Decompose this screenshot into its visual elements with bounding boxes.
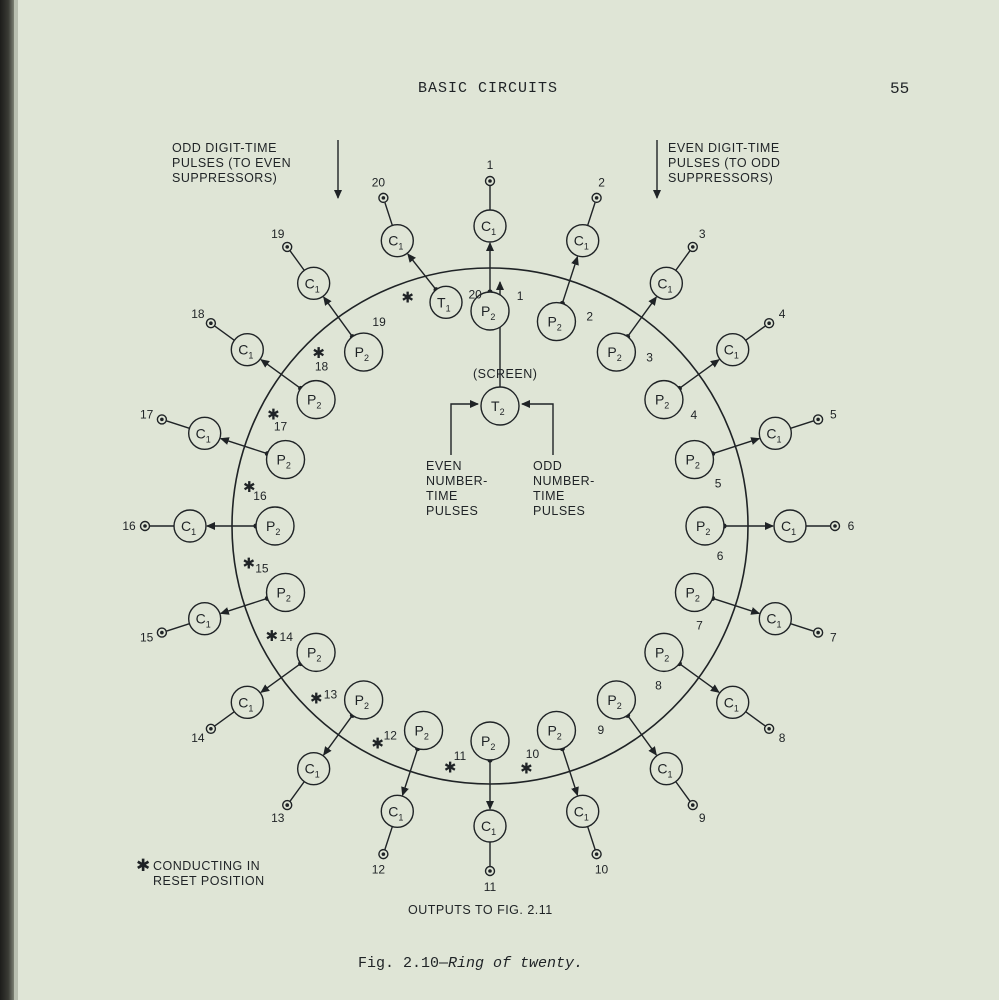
- output-number-7: 7: [829, 630, 837, 645]
- output-terminal-9-dot: [691, 803, 695, 807]
- caption-title: Ring of twenty.: [448, 955, 584, 972]
- stage-node-18-label-main: P: [307, 391, 317, 408]
- stage-2: [537, 176, 605, 341]
- odd-number-line-2: NUMBER-: [533, 474, 595, 488]
- stage-number-17: 17: [273, 419, 288, 434]
- output-14-lead: [215, 712, 234, 726]
- odd-pulses-line-1: ODD DIGIT-TIME: [172, 141, 277, 155]
- stage-number-12: 12: [383, 728, 397, 743]
- stage-20: [372, 176, 482, 319]
- output-node-13-label-sub: 1: [314, 769, 320, 780]
- output-node-5-label-sub: 1: [776, 434, 782, 445]
- stage-4-arrow: [679, 360, 719, 389]
- output-number-5: 5: [829, 407, 837, 422]
- stage-node-20-label-sub: 1: [445, 303, 451, 314]
- output-node-19-label-sub: 1: [314, 284, 320, 295]
- output-terminal-18-dot: [209, 321, 213, 325]
- output-number-4: 4: [778, 306, 786, 321]
- page-number: 55: [890, 80, 910, 98]
- output-number-15: 15: [139, 630, 154, 645]
- stage-1: [471, 158, 524, 330]
- output-10-lead: [588, 827, 595, 850]
- stage-node-5-label-main: P: [685, 451, 695, 468]
- stage-10: [526, 711, 609, 876]
- stage-8-arrow: [679, 664, 719, 693]
- output-19-lead: [290, 251, 304, 270]
- stage-20-arrow: [408, 254, 436, 290]
- legend-text: [153, 859, 265, 888]
- output-node-12-label-sub: 1: [398, 812, 404, 823]
- stage-number-20: 20: [468, 287, 482, 302]
- odd-number-line-3: TIME: [533, 489, 565, 503]
- stage-node-19-label-main: P: [354, 344, 364, 361]
- stage-node-8-label-main: P: [654, 644, 665, 661]
- stage-node-20-label-main: T: [437, 294, 446, 311]
- output-node-16-label-main: C: [181, 518, 192, 534]
- conducting-asterisk-icon: ✱: [136, 856, 151, 875]
- even-number-line-2: NUMBER-: [426, 474, 488, 488]
- stage-node-3-label-main: P: [607, 344, 617, 361]
- output-terminal-7-dot: [816, 631, 820, 635]
- output-number-13: 13: [271, 811, 285, 826]
- stage-node-19-label-sub: 2: [363, 353, 369, 364]
- conducting-asterisk-icon: ✱: [265, 628, 279, 646]
- stage-node-11-label-main: P: [481, 733, 491, 749]
- stage-number-16: 16: [253, 488, 267, 503]
- output-node-13-label-main: C: [304, 760, 315, 777]
- output-node-4-label-sub: 1: [733, 350, 739, 361]
- output-node-15-label-sub: 1: [205, 619, 211, 630]
- stage-node-8-label-sub: 2: [664, 653, 670, 664]
- stage-node-15-label-main: P: [276, 584, 286, 601]
- conducting-asterisk-icon: ✱: [371, 735, 384, 753]
- stage-10-arrow: [562, 749, 577, 796]
- legend-line-2: RESET POSITION: [153, 874, 265, 888]
- odd-pulses-line-2: PULSES (TO EVEN: [172, 156, 292, 170]
- output-node-3-label-main: C: [657, 275, 668, 292]
- stage-node-17-label-main: P: [276, 451, 286, 468]
- output-number-17: 17: [139, 407, 154, 422]
- output-node-14-label-sub: 1: [248, 703, 254, 714]
- center-t2-node: [481, 387, 519, 425]
- output-node-6-label-main: C: [781, 518, 792, 534]
- output-number-12: 12: [371, 862, 386, 877]
- screen-label: (SCREEN): [473, 367, 538, 381]
- output-number-3: 3: [698, 226, 706, 241]
- output-terminal-6-dot: [833, 524, 837, 528]
- conducting-asterisk-icon: ✱: [312, 345, 325, 363]
- stage-5-arrow: [713, 439, 760, 454]
- output-terminal-4-dot: [767, 321, 771, 325]
- conducting-asterisk-icon: ✱: [309, 690, 323, 708]
- stage-number-14: 14: [279, 629, 293, 644]
- output-node-20-label-sub: 1: [398, 241, 404, 252]
- output-8-lead: [746, 712, 765, 726]
- output-number-14: 14: [191, 731, 205, 746]
- output-node-17-label-sub: 1: [205, 434, 211, 445]
- odd-pulses-line-3: SUPPRESSORS): [172, 171, 278, 185]
- stage-node-16-label-sub: 2: [275, 527, 281, 537]
- output-15-lead: [167, 624, 190, 631]
- output-number-10: 10: [594, 862, 609, 877]
- stage-node-1-label-sub: 2: [490, 312, 496, 322]
- stage-node-17-label-sub: 2: [285, 460, 291, 471]
- stage-3-arrow: [628, 297, 657, 337]
- stage-number-8: 8: [655, 678, 662, 693]
- stage-node-2-label-sub: 2: [556, 322, 562, 333]
- output-number-2: 2: [598, 175, 605, 190]
- output-number-11: 11: [483, 880, 497, 894]
- stage-14-arrow: [261, 664, 301, 693]
- output-node-1-label-sub: 1: [491, 227, 497, 237]
- output-terminal-2-dot: [595, 196, 599, 200]
- stage-number-9: 9: [597, 722, 605, 737]
- stage-node-20: [430, 286, 462, 318]
- output-node-3-label-sub: 1: [667, 284, 673, 295]
- output-terminal-14-dot: [209, 727, 213, 731]
- output-terminal-5-dot: [816, 418, 820, 422]
- stage-node-9-label-main: P: [607, 691, 617, 708]
- output-node-14-label-main: C: [238, 694, 249, 711]
- stage-number-2: 2: [586, 309, 594, 324]
- output-node-10-label-sub: 1: [583, 812, 589, 823]
- odd-number-feed: [522, 404, 553, 455]
- output-node-4-label-main: C: [723, 341, 734, 358]
- stage-number-4: 4: [690, 408, 698, 423]
- output-terminal-19-dot: [285, 245, 289, 249]
- output-node-18-label-sub: 1: [248, 350, 254, 361]
- caption-prefix: Fig. 2.10—: [358, 955, 449, 972]
- even-number-feed: [451, 404, 478, 455]
- stage-17: [140, 407, 305, 496]
- even-number-pulses-label: [426, 459, 492, 518]
- output-node-6-label-sub: 1: [791, 527, 797, 537]
- output-17-lead: [167, 421, 190, 428]
- output-node-9-label-main: C: [657, 760, 668, 777]
- stage-4: [645, 307, 786, 422]
- stage-number-5: 5: [714, 476, 722, 491]
- stage-node-10-label-main: P: [547, 722, 557, 739]
- even-pulses-label: [668, 141, 784, 185]
- stage-node-2-label-main: P: [547, 313, 557, 330]
- center-node-sub: 2: [499, 407, 505, 417]
- stage-number-19: 19: [372, 315, 386, 330]
- even-number-line-4: PULSES: [426, 504, 479, 518]
- stage-number-7: 7: [696, 618, 703, 633]
- output-number-20: 20: [371, 175, 386, 190]
- stage-node-7-label-main: P: [685, 584, 695, 601]
- stage-number-15: 15: [255, 561, 269, 576]
- stage-node-4-label-main: P: [654, 391, 665, 408]
- stage-node-12-label-sub: 2: [423, 731, 429, 742]
- output-7-lead: [791, 624, 814, 631]
- odd-number-line-1: ODD: [533, 459, 563, 473]
- output-13-lead: [290, 782, 304, 801]
- stage-node-15-label-sub: 2: [285, 593, 291, 604]
- stage-7: [675, 573, 837, 644]
- stage-node-14-label-sub: 2: [316, 653, 322, 664]
- stage-number-3: 3: [646, 350, 653, 365]
- center-node-main: T: [491, 398, 500, 414]
- odd-pulses-label: [172, 141, 295, 185]
- output-number-19: 19: [271, 226, 285, 241]
- stage-node-6-label-sub: 2: [705, 527, 711, 537]
- stage-12: [372, 711, 457, 876]
- output-node-17-label-main: C: [195, 425, 206, 442]
- conducting-asterisk-icon: ✱: [520, 760, 533, 778]
- output-5-lead: [791, 421, 814, 428]
- output-node-9-label-sub: 1: [667, 769, 673, 780]
- output-number-18: 18: [191, 306, 205, 321]
- output-terminal-17-dot: [160, 418, 164, 422]
- stage-node-13-label-sub: 2: [363, 700, 369, 711]
- output-node-11-label-sub: 1: [491, 827, 497, 837]
- output-18-lead: [215, 326, 234, 340]
- stage-number-10: 10: [525, 747, 540, 762]
- output-20-lead: [385, 203, 392, 226]
- stage-node-13-label-main: P: [354, 691, 364, 708]
- stage-14: [191, 630, 335, 745]
- conducting-asterisk-icon: ✱: [267, 406, 280, 424]
- stage-node-11-label-sub: 2: [490, 742, 496, 752]
- output-terminal-13-dot: [285, 803, 289, 807]
- output-terminal-1-dot: [488, 179, 492, 183]
- output-9-lead: [676, 782, 690, 801]
- output-terminal-16-dot: [143, 524, 147, 528]
- even-number-line-3: TIME: [426, 489, 458, 503]
- output-node-1-label-main: C: [481, 218, 492, 234]
- output-terminal-11-dot: [488, 869, 492, 873]
- conducting-asterisk-icon: ✱: [443, 759, 457, 777]
- figure-caption: [358, 955, 583, 972]
- stage-node-9-label-sub: 2: [616, 700, 622, 711]
- stage-19-arrow: [324, 297, 353, 337]
- stage-5: [675, 407, 837, 490]
- output-12-lead: [385, 827, 392, 850]
- even-pulses-line-1: EVEN DIGIT-TIME: [668, 141, 780, 155]
- output-terminal-12-dot: [382, 852, 386, 856]
- output-terminal-3-dot: [691, 245, 695, 249]
- legend: [136, 856, 265, 888]
- output-number-9: 9: [698, 811, 706, 826]
- stage-node-16-label-main: P: [266, 518, 276, 534]
- stage-18: [191, 307, 335, 424]
- stage-6: [686, 507, 855, 563]
- output-3-lead: [676, 251, 690, 270]
- stage-number-1: 1: [516, 288, 524, 303]
- output-node-20-label-main: C: [388, 232, 399, 249]
- even-pulses-line-3: SUPPRESSORS): [668, 171, 774, 185]
- output-node-8-label-main: C: [723, 694, 734, 711]
- outputs-label: OUTPUTS TO FIG. 2.11: [408, 903, 553, 917]
- output-number-16: 16: [122, 519, 136, 533]
- stage-7-arrow: [713, 598, 760, 613]
- stage-18-arrow: [261, 360, 301, 389]
- stage-node-18-label-sub: 2: [316, 400, 322, 411]
- stage-number-11: 11: [453, 749, 467, 764]
- stage-node-5-label-sub: 2: [694, 460, 700, 471]
- stage-16: [122, 488, 294, 576]
- output-terminal-20-dot: [382, 196, 386, 200]
- output-number-1: 1: [486, 158, 494, 172]
- output-node-16-label-sub: 1: [191, 527, 197, 537]
- stage-13-arrow: [324, 715, 353, 755]
- stage-node-12-label-main: P: [414, 722, 424, 739]
- output-node-5-label-main: C: [766, 425, 777, 442]
- odd-number-pulses-label: [533, 459, 599, 518]
- stage-17-arrow: [221, 439, 268, 454]
- stage-12-arrow: [403, 749, 418, 796]
- output-node-2-label-main: C: [573, 232, 584, 249]
- stage-number-18: 18: [314, 359, 329, 374]
- output-terminal-8-dot: [767, 727, 771, 731]
- stage-node-10-label-sub: 2: [556, 731, 562, 742]
- stage-node-6-label-main: P: [696, 518, 706, 534]
- output-node-7-label-sub: 1: [776, 619, 782, 630]
- conducting-asterisk-icon: ✱: [242, 555, 256, 573]
- odd-number-line-4: PULSES: [533, 504, 586, 518]
- conducting-asterisk-icon: ✱: [242, 479, 256, 497]
- output-node-10-label-main: C: [573, 803, 584, 820]
- output-node-7-label-main: C: [766, 610, 777, 627]
- output-node-12-label-main: C: [388, 803, 399, 820]
- legend-line-1: CONDUCTING IN: [153, 859, 261, 873]
- stage-node-4-label-sub: 2: [664, 400, 670, 411]
- stage-node-1-label-main: P: [481, 303, 491, 319]
- even-pulses-line-2: PULSES (TO ODD: [668, 156, 781, 170]
- stage-node-7-label-sub: 2: [694, 593, 700, 604]
- stage-11: [454, 722, 533, 894]
- output-node-8-label-sub: 1: [733, 703, 739, 714]
- stage-node-3-label-sub: 2: [616, 353, 622, 364]
- output-node-19-label-main: C: [304, 275, 315, 292]
- output-terminal-10-dot: [595, 852, 599, 856]
- output-node-11-label-main: C: [481, 818, 492, 834]
- output-4-lead: [746, 326, 765, 340]
- output-number-6: 6: [847, 519, 855, 533]
- output-2-lead: [588, 203, 595, 226]
- output-node-18-label-main: C: [238, 341, 249, 358]
- output-terminal-15-dot: [160, 631, 164, 635]
- stage-9-arrow: [628, 715, 657, 755]
- output-node-15-label-main: C: [195, 610, 206, 627]
- stage-number-6: 6: [716, 549, 724, 564]
- output-number-8: 8: [778, 731, 786, 746]
- running-head: BASIC CIRCUITS: [418, 80, 559, 97]
- even-number-line-1: EVEN: [426, 459, 463, 473]
- stage-node-14-label-main: P: [307, 644, 317, 661]
- stage-2-arrow: [562, 257, 577, 304]
- stage-15-arrow: [221, 598, 268, 613]
- conducting-asterisk-icon: ✱: [401, 289, 414, 307]
- output-node-2-label-sub: 1: [583, 241, 589, 252]
- stage-number-13: 13: [323, 687, 338, 702]
